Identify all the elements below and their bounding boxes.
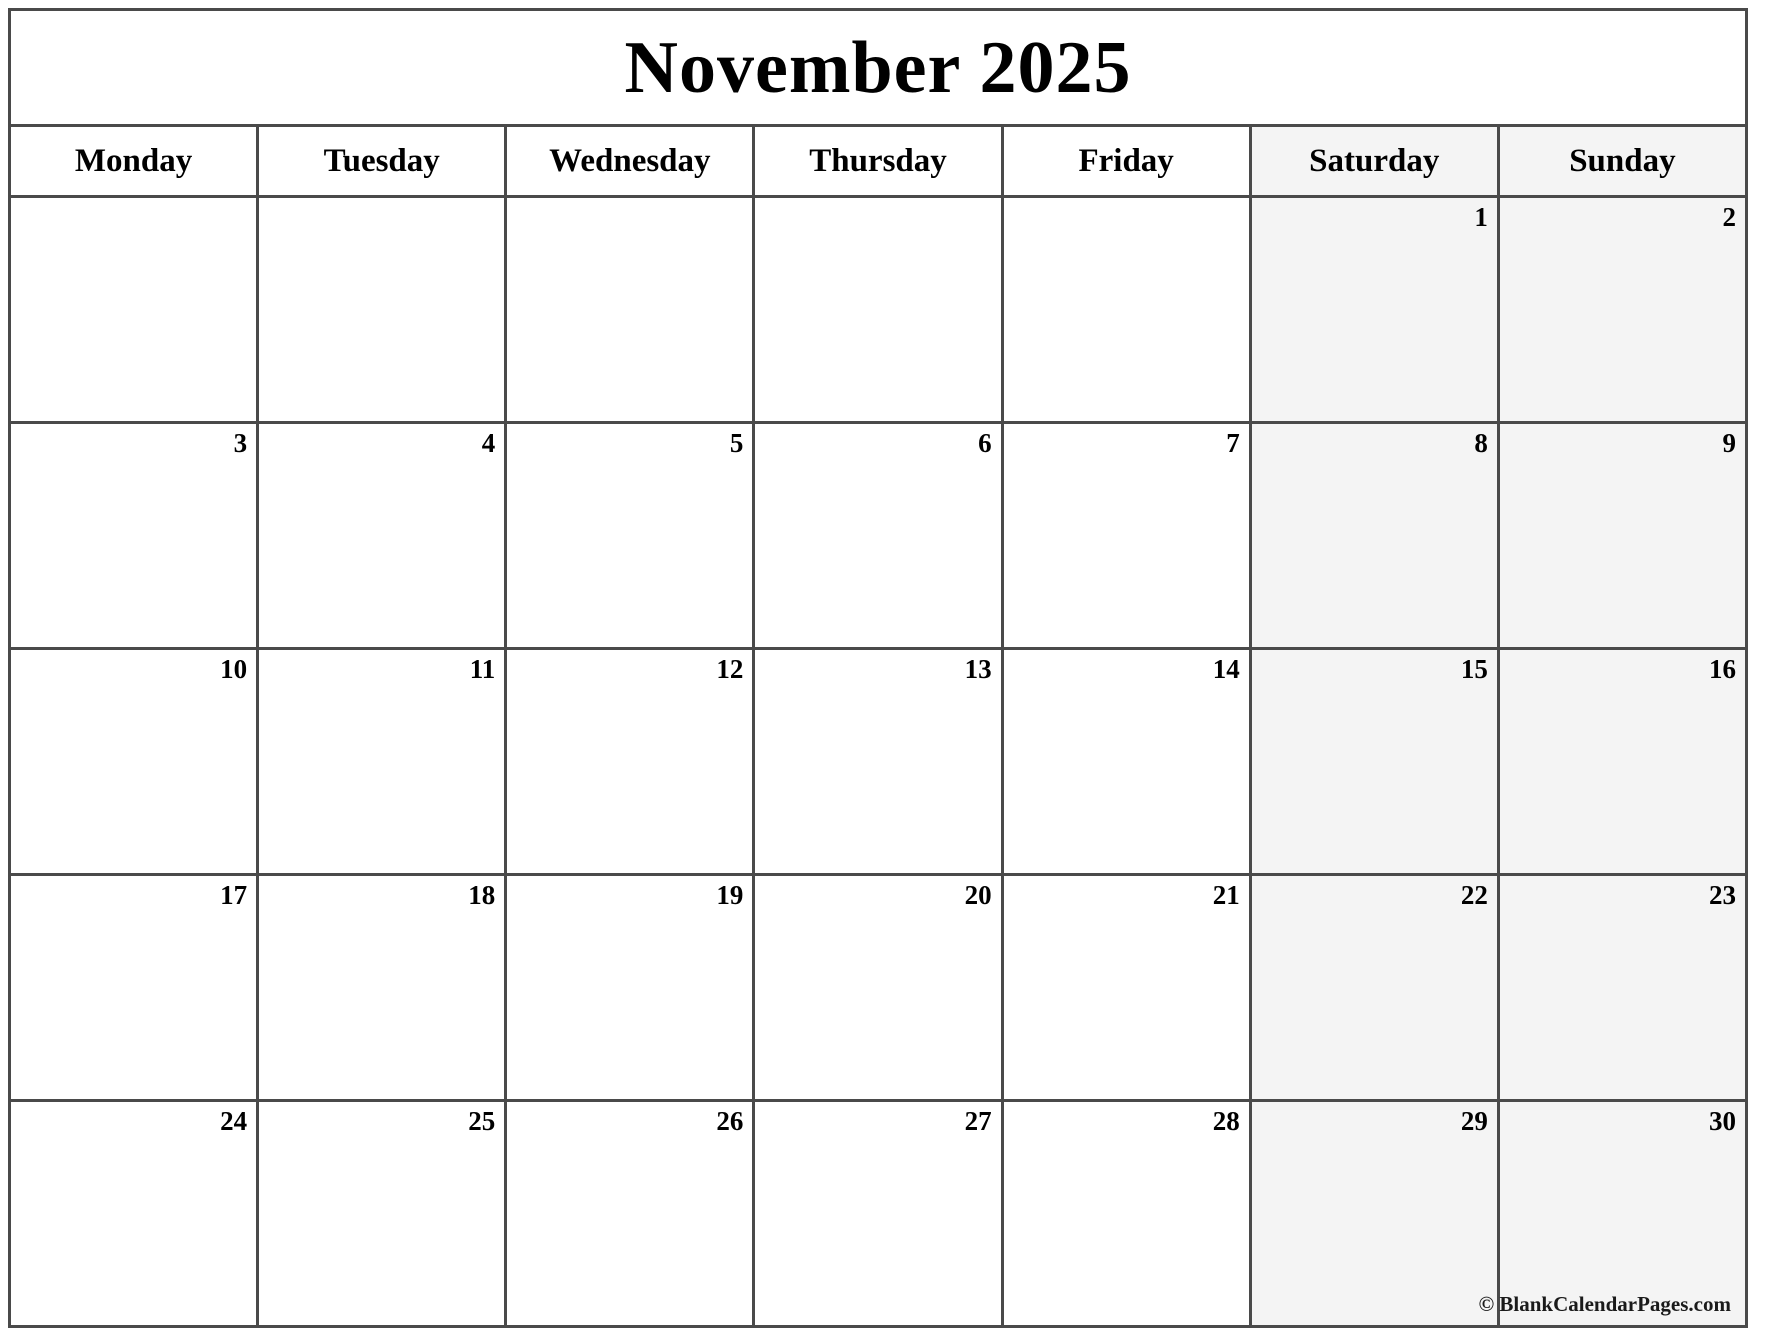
day-number: 11 — [469, 654, 496, 684]
page-title: November 2025 — [624, 26, 1132, 109]
day-number: 15 — [1460, 654, 1488, 684]
day-number: 1 — [1474, 202, 1488, 232]
day-number: 23 — [1708, 880, 1736, 910]
day-number: 13 — [964, 654, 992, 684]
weekday-header-tuesday — [259, 127, 507, 195]
calendar-day-cell[interactable] — [259, 1102, 507, 1325]
calendar-day-cell[interactable] — [507, 650, 755, 873]
day-number: 24 — [220, 1106, 248, 1136]
calendar-day-cell[interactable] — [1500, 198, 1745, 421]
day-number: 29 — [1460, 1106, 1488, 1136]
calendar-day-cell[interactable] — [1252, 198, 1500, 421]
calendar-day-cell[interactable] — [1252, 1102, 1500, 1325]
weekday-header-sunday — [1500, 127, 1745, 195]
day-number: 19 — [716, 880, 744, 910]
weekday-label: Monday — [74, 142, 193, 179]
calendar-day-cell[interactable] — [11, 650, 259, 873]
weekday-label: Saturday — [1309, 142, 1440, 179]
day-number: 30 — [1708, 1106, 1736, 1136]
calendar-week-row — [11, 424, 1745, 650]
calendar-title-row — [11, 11, 1745, 127]
calendar-day-cell[interactable] — [259, 876, 507, 1099]
calendar-day-cell[interactable] — [259, 198, 507, 421]
calendar-day-cell[interactable] — [1004, 424, 1252, 647]
weekday-label: Thursday — [809, 142, 947, 179]
weekday-label: Wednesday — [549, 142, 711, 179]
calendar-week-row — [11, 876, 1745, 1102]
weekday-header-friday — [1004, 127, 1252, 195]
day-number: 12 — [716, 654, 744, 684]
day-number: 28 — [1212, 1106, 1240, 1136]
day-number: 4 — [481, 428, 496, 458]
calendar-weeks — [11, 198, 1745, 1325]
day-number: 7 — [1226, 428, 1240, 458]
weekday-label: Sunday — [1569, 142, 1676, 179]
day-number: 8 — [1474, 428, 1488, 458]
calendar-day-cell[interactable] — [1500, 650, 1745, 873]
calendar-week-row — [11, 198, 1745, 424]
day-number: 10 — [220, 654, 248, 684]
day-number: 22 — [1460, 880, 1488, 910]
calendar-day-cell[interactable] — [1004, 650, 1252, 873]
calendar-day-cell[interactable] — [1004, 198, 1252, 421]
day-number: 27 — [964, 1106, 992, 1136]
day-number: 2 — [1722, 202, 1736, 232]
calendar-day-cell[interactable] — [259, 424, 507, 647]
calendar-day-cell[interactable] — [1500, 424, 1745, 647]
day-number: 18 — [468, 880, 496, 910]
calendar-day-cell[interactable] — [507, 1102, 755, 1325]
weekday-header-wednesday — [507, 127, 755, 195]
calendar-day-cell[interactable] — [755, 650, 1003, 873]
weekday-header-saturday — [1252, 127, 1500, 195]
weekday-label: Tuesday — [323, 142, 440, 179]
calendar-day-cell[interactable] — [11, 198, 259, 421]
day-number: 21 — [1212, 880, 1240, 910]
calendar-day-cell[interactable] — [1004, 876, 1252, 1099]
calendar-day-cell[interactable] — [507, 424, 755, 647]
calendar-day-cell[interactable] — [1500, 876, 1745, 1099]
day-number: 3 — [233, 428, 248, 458]
calendar-day-cell[interactable] — [11, 1102, 259, 1325]
day-number: 6 — [978, 428, 992, 458]
day-number: 9 — [1722, 428, 1736, 458]
calendar-page — [8, 8, 1748, 1328]
calendar-day-cell[interactable] — [11, 424, 259, 647]
calendar-day-cell[interactable] — [507, 876, 755, 1099]
day-number: 25 — [468, 1106, 496, 1136]
calendar-day-cell[interactable] — [1004, 1102, 1252, 1325]
day-number: 5 — [729, 428, 744, 458]
day-number: 16 — [1708, 654, 1736, 684]
calendar-day-cell[interactable] — [1252, 876, 1500, 1099]
weekday-header-row — [11, 127, 1745, 198]
calendar-day-cell[interactable] — [1252, 424, 1500, 647]
weekday-header-monday — [11, 127, 259, 195]
calendar-day-cell[interactable] — [507, 198, 755, 421]
calendar-day-cell[interactable] — [755, 424, 1003, 647]
day-number: 17 — [220, 880, 248, 910]
day-number: 20 — [964, 880, 992, 910]
calendar-day-cell[interactable] — [259, 650, 507, 873]
calendar-day-cell[interactable] — [755, 1102, 1003, 1325]
calendar-day-cell[interactable] — [11, 876, 259, 1099]
weekday-header-thursday — [755, 127, 1003, 195]
calendar-day-cell[interactable] — [1252, 650, 1500, 873]
calendar-day-cell[interactable] — [755, 876, 1003, 1099]
calendar-week-row — [11, 650, 1745, 876]
day-number: 26 — [716, 1106, 744, 1136]
weekday-label: Friday — [1078, 142, 1174, 179]
day-number: 14 — [1212, 654, 1240, 684]
copyright-credit: © BlankCalendarPages.com — [1478, 1292, 1731, 1316]
calendar-day-cell[interactable] — [755, 198, 1003, 421]
